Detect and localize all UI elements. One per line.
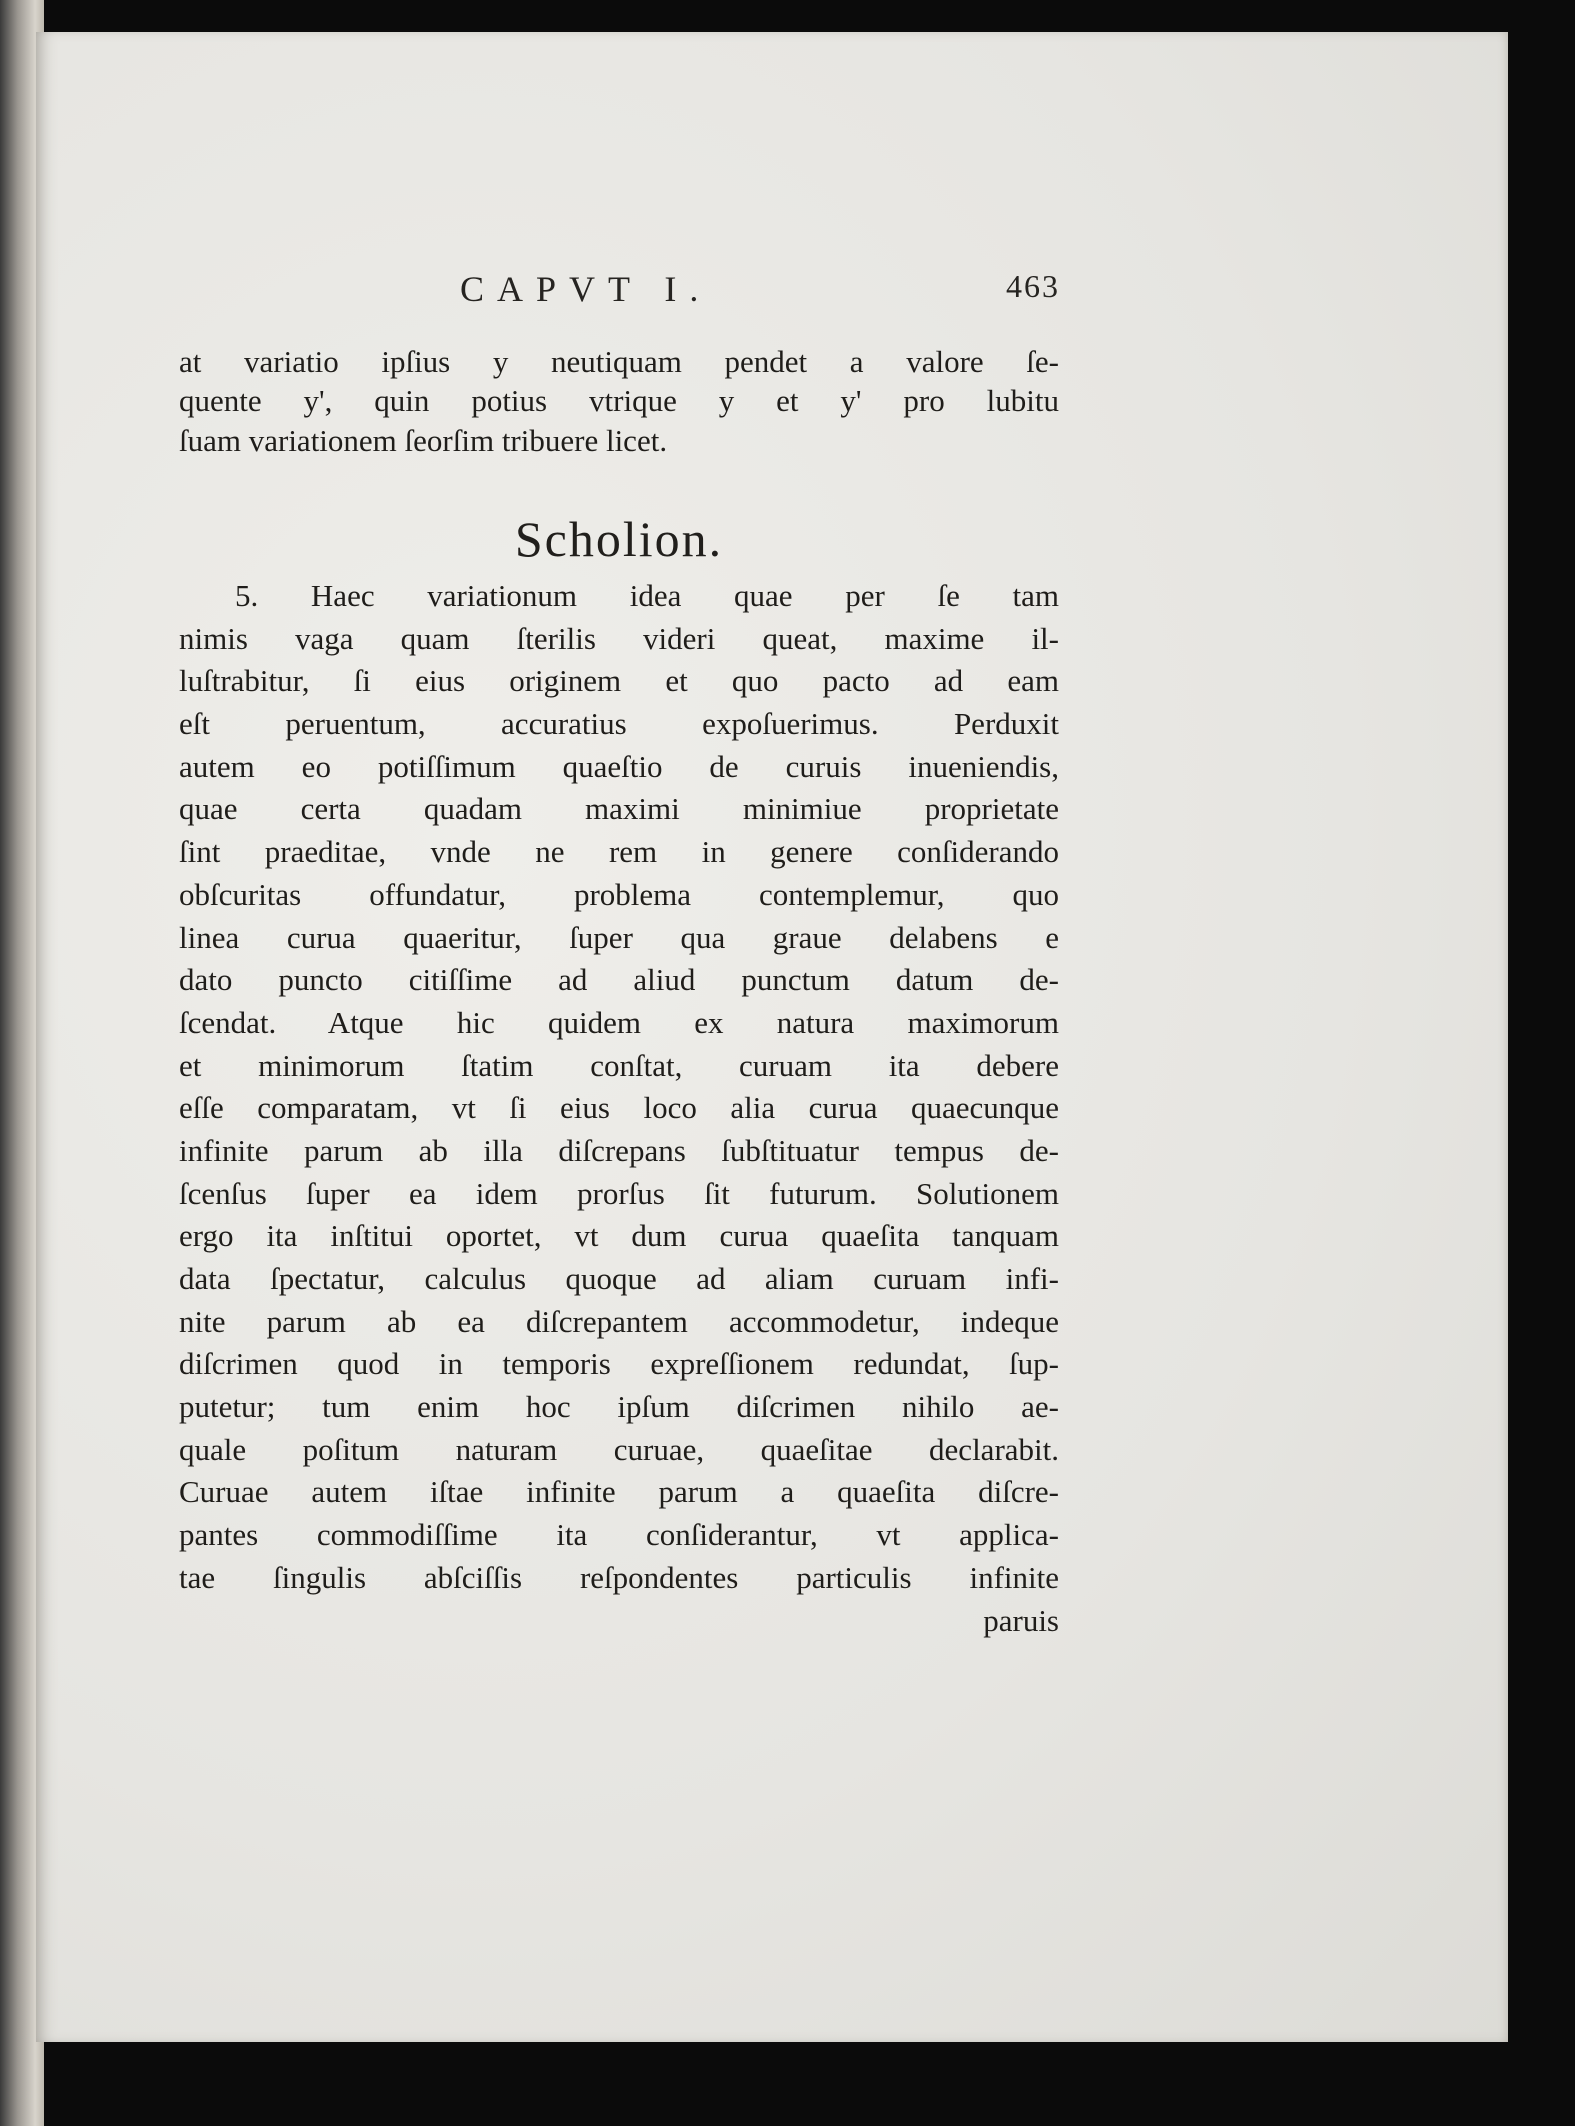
text-line: ſcenſus ſuper ea idem prorſus ſit futurum. Solutionem: [179, 1175, 1059, 1211]
text-line: ergo ita inſtitui oportet, vt dum curua quaeſita tanquam: [179, 1218, 1059, 1254]
text-line: diſcrimen quod in temporis expreſſionem redundat, ſup-: [179, 1346, 1059, 1382]
text-line: 5. Haec variationum idea quae per ſe tam: [235, 578, 1059, 613]
text-line: ſint praeditae, vnde ne rem in genere conſiderando: [179, 834, 1059, 870]
page-number: 463: [1006, 268, 1060, 304]
text-line: at variatio ipſius y neutiquam pendet a valore ſe-: [179, 344, 1059, 379]
text-line: quale poſitum naturam curuae, quaeſitae declarabit.: [179, 1431, 1059, 1467]
text-line: eſt peruentum, accuratius expoſuerimus. Perduxit: [179, 706, 1059, 742]
text-line: nite parum ab ea diſcrepantem accommodetur, indeque: [179, 1303, 1059, 1339]
text-line: quente y', quin potius vtrique y et y' pro lubitu: [179, 383, 1059, 419]
text-line: obſcuritas offundatur, problema contemplemur, quo: [179, 876, 1059, 912]
text-line: nimis vaga quam ſterilis videri queat, maxime il-: [179, 620, 1059, 656]
text-line: quae certa quadam maximi minimiue proprietate: [179, 791, 1059, 827]
text-line: autem eo potiſſimum quaeſtio de curuis inueniendis,: [179, 748, 1059, 784]
text-line: ſuam variationem ſeorſim tribuere licet.: [179, 422, 668, 458]
catchword: paruis: [983, 1602, 1059, 1638]
paragraph-scholion: [179, 575, 1059, 1642]
text-line: eſſe comparatam, vt ſi eius loco alia curua quaecunque: [179, 1090, 1059, 1126]
text-line: dato puncto citiſſime ad aliud punctum datum de-: [179, 962, 1059, 998]
text-line: luſtrabitur, ſi eius originem et quo pacto ad eam: [179, 663, 1059, 699]
text-line: linea curua quaeritur, ſuper qua graue delabens e: [179, 919, 1059, 955]
text-line: ſcendat. Atque hic quidem ex natura maximorum: [179, 1004, 1059, 1040]
text-line: tae ſingulis abſciſſis reſpondentes particulis infinite: [179, 1559, 1059, 1595]
text-line: putetur; tum enim hoc ipſum diſcrimen nihilo ae-: [179, 1389, 1059, 1425]
text-line: et minimorum ſtatim conſtat, curuam ita debere: [179, 1047, 1059, 1083]
chapter-title: CAPVT I.: [460, 269, 712, 309]
text-line: pantes commodiſſime ita conſiderantur, vt applica-: [179, 1517, 1059, 1553]
paragraph-continued: [179, 342, 1059, 460]
section-heading: Scholion.: [514, 511, 724, 567]
running-head: [180, 268, 1060, 312]
text-line: infinite parum ab illa diſcrepans ſubſtituatur tempus de-: [179, 1132, 1059, 1168]
text-line: data ſpectatur, calculus quoque ad aliam curuam infi-: [179, 1261, 1059, 1296]
text-line: Curuae autem iſtae infinite parum a quaeſita diſcre-: [179, 1474, 1059, 1510]
